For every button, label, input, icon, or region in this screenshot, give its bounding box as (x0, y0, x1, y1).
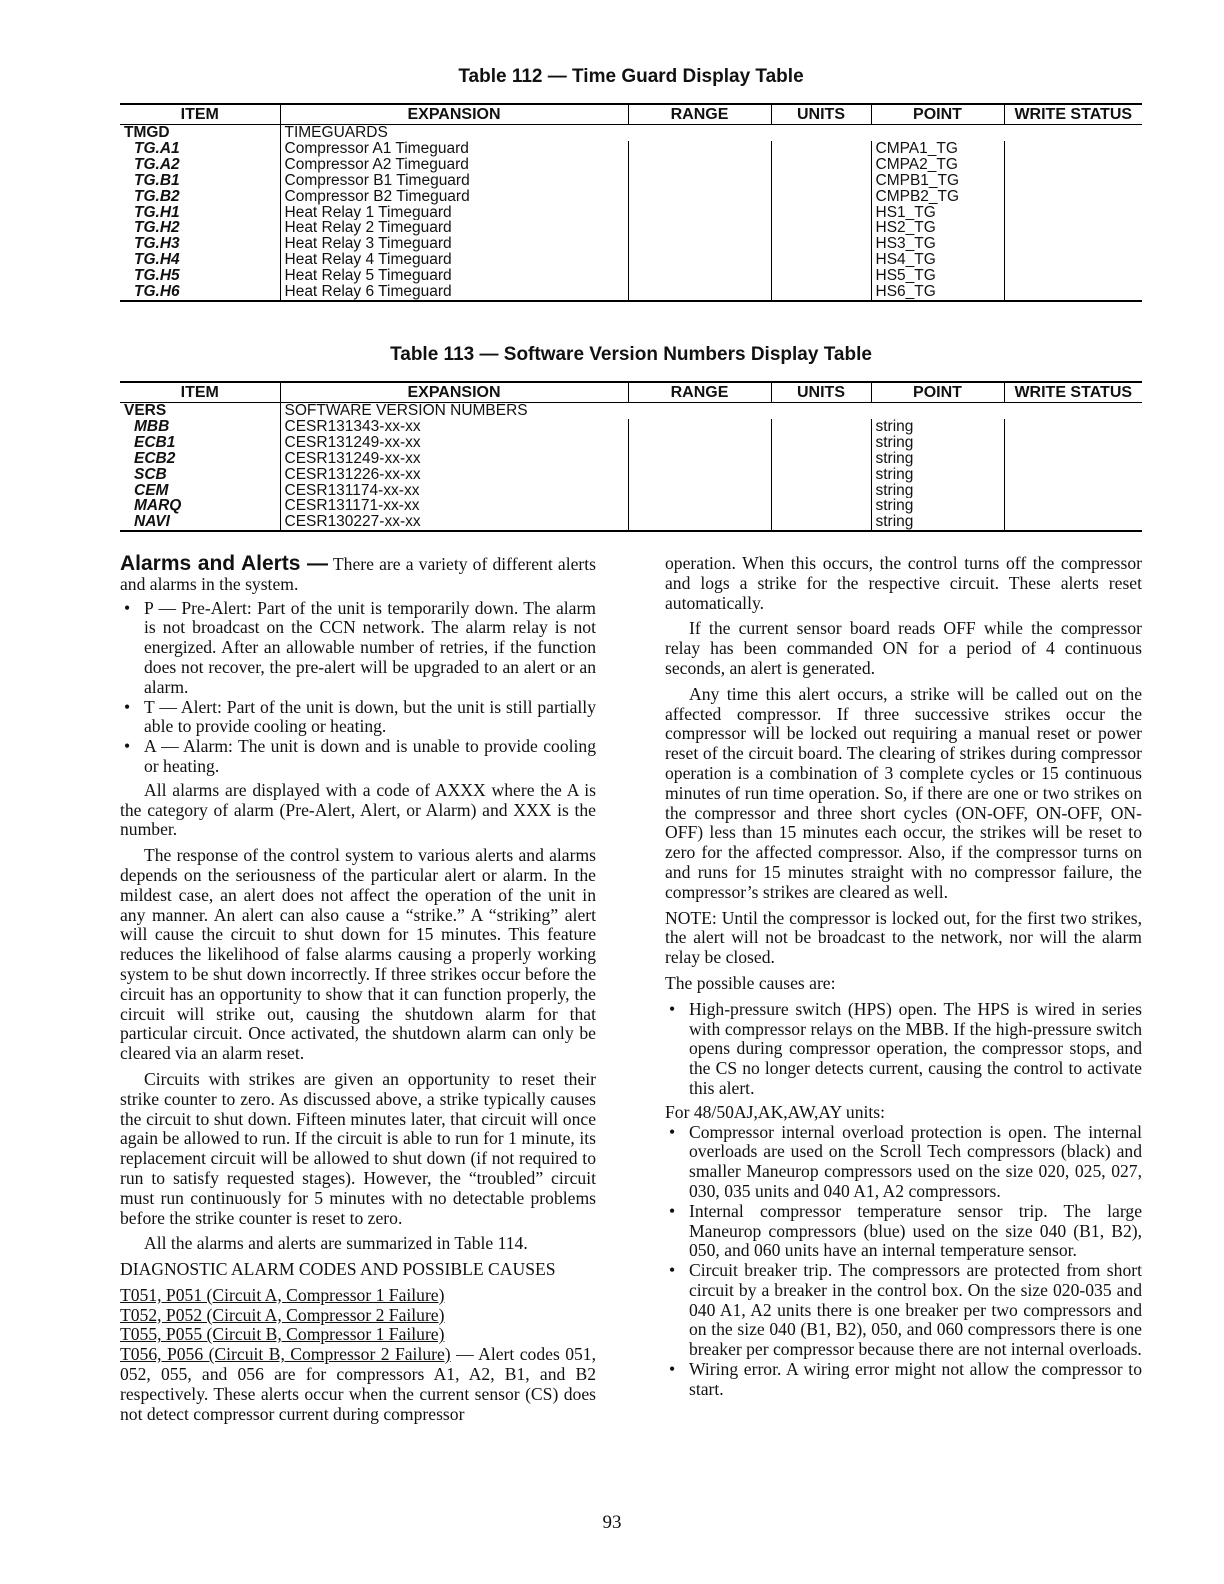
table-113 (120, 381, 1142, 532)
table-row (120, 498, 1142, 514)
row-expansion: CESR131174-xx-xx (280, 483, 628, 499)
row-item: MBB (134, 418, 170, 435)
group-item: TMGD (124, 124, 170, 141)
row-item: TG.H6 (120, 284, 280, 301)
col-header-expansion: EXPANSION (280, 382, 628, 403)
row-item: TG.A1 (134, 140, 180, 157)
row-range (628, 173, 771, 189)
list-item: • Internal compressor temperature sensor trip. The large Maneurop compressors (blue) used on the size 040 (B1, B2), 050, and 060 units have an internal temperature sensor. (665, 1202, 1142, 1261)
col-header-item: ITEM (120, 382, 280, 403)
row-range (628, 435, 771, 451)
note-paragraph: NOTE: Until the compressor is locked out, for the first two strikes, the alert will not be broadcast to the network, nor will the alarm relay be closed. (665, 907, 1142, 968)
col-header-units: UNITS (771, 382, 871, 403)
row-expansion: Heat Relay 5 Timeguard (280, 268, 628, 284)
table-112-caption: Table 112 — Time Guard Display Table (458, 66, 804, 87)
row-expansion: CESR130227-xx-xx (280, 514, 628, 531)
alarm-category-list (120, 599, 596, 777)
row-item: TG.H4 (134, 252, 180, 269)
row-range (628, 483, 771, 499)
row-point: string (871, 467, 1004, 483)
row-expansion: CESR131249-xx-xx (280, 451, 628, 467)
group-expansion: SOFTWARE VERSION NUMBERS (280, 403, 628, 419)
row-range (628, 419, 771, 435)
row-expansion: Heat Relay 6 Timeguard (280, 284, 628, 301)
row-point: CMPB1_TG (871, 173, 1004, 189)
row-point: HS5_TG (871, 268, 1004, 284)
row-expansion: Heat Relay 2 Timeguard (280, 220, 628, 236)
row-range (628, 189, 771, 205)
table-row (120, 483, 1142, 499)
row-item: TG.H1 (134, 204, 180, 221)
paragraph: operation. When this occurs, the control turns off the compressor and logs a strike for the respective circuit. These alerts reset automatically. (665, 553, 1142, 613)
row-item: TG.H5 (134, 268, 180, 285)
row-range (628, 236, 771, 252)
row-write-status (1004, 451, 1142, 467)
table-row (120, 268, 1142, 284)
row-item: TG.H2 (134, 220, 180, 237)
row-item: MARQ (134, 498, 182, 515)
row-item: ECB1 (134, 434, 176, 451)
row-point: string (871, 435, 1004, 451)
col-header-units: UNITS (771, 104, 871, 125)
col-header-range: RANGE (628, 382, 771, 403)
row-point: HS6_TG (871, 284, 1004, 301)
row-expansion: CESR131343-xx-xx (280, 419, 628, 435)
row-range (628, 284, 771, 301)
row-point: string (871, 419, 1004, 435)
table-row (120, 514, 1142, 531)
row-expansion: Compressor A1 Timeguard (280, 141, 628, 157)
col-header-item: ITEM (120, 104, 280, 125)
row-units (771, 252, 871, 268)
row-units (771, 141, 871, 157)
table-112 (120, 103, 1142, 302)
paragraph: If the current sensor board reads OFF while the compressor relay has been commanded ON for a period of 4 continuous seconds, an alert is generated. (665, 618, 1142, 678)
table-group-row (120, 125, 1142, 141)
page-number: 93 (602, 1512, 622, 1533)
row-units (771, 268, 871, 284)
row-write-status (1004, 435, 1142, 451)
paragraph: Any time this alert occurs, a strike will be called out on the affected compressor. If three successive strikes occur the compressor will be locked out requiring a manual reset or power reset of the circuit board. The clearing of strikes during compressor operation is a combination of 3 complete cycles or 15 continuous minutes of run time operation. So, if there are one or two strikes on the compressor and three short cycles (ON-OFF, ON-OFF, ON-OFF) less than 15 minutes each occur, the strikes will be reset to zero for the affected compressor. Also, if the compressor turns on and runs for 15 minutes straight with no compressor failure, the compressor’s strikes are cleared as well. (665, 683, 1142, 902)
list-item: • High-pressure switch (HPS) open. The HPS is wired in series with compressor relays on the MBB. If the high-pressure switch opens during compressor operation, the compressor stops, and the CS no longer detects current, causing the control to activate this alert. (665, 1000, 1142, 1099)
diagnostic-section-heading: DIAGNOSTIC ALARM CODES AND POSSIBLE CAUSES (120, 1259, 556, 1280)
row-write-status (1004, 498, 1142, 514)
row-write-status (1004, 514, 1142, 531)
table-row (120, 467, 1142, 483)
causes-list (665, 1000, 1142, 1099)
col-header-write-status: WRITE STATUS (1004, 104, 1142, 125)
paragraph: The possible causes are: (665, 972, 836, 993)
row-units (771, 498, 871, 514)
paragraph: All alarms are displayed with a code of AXXX where the A is the category of alarm (Pre-Alert, Alert, or Alarm) and XXX is the number. (120, 779, 596, 840)
row-units (771, 451, 871, 467)
row-expansion: Heat Relay 4 Timeguard (280, 252, 628, 268)
row-item: ECB2 (134, 450, 176, 467)
table-row (120, 205, 1142, 221)
row-point: string (871, 514, 1004, 531)
alarm-code-heading: T051, P051 (Circuit A, Compressor 1 Failure) (120, 1284, 445, 1305)
row-expansion: Compressor B2 Timeguard (280, 189, 628, 205)
row-range (628, 205, 771, 221)
row-units (771, 220, 871, 236)
col-header-expansion: EXPANSION (280, 104, 628, 125)
col-header-write-status: WRITE STATUS (1004, 382, 1142, 403)
table-row (120, 189, 1142, 205)
row-point: CMPA1_TG (871, 141, 1004, 157)
row-write-status (1004, 220, 1142, 236)
row-write-status (1004, 205, 1142, 221)
row-item: TG.A2 (134, 156, 180, 173)
row-range (628, 514, 771, 531)
group-item: VERS (124, 402, 167, 419)
row-units (771, 236, 871, 252)
row-item: TG.B2 (134, 188, 180, 205)
col-header-point: POINT (871, 104, 1004, 125)
table-row (120, 236, 1142, 252)
row-item: SCB (134, 466, 167, 483)
table-row (120, 419, 1142, 435)
alarm-code-heading: T052, P052 (Circuit A, Compressor 2 Failure) (120, 1304, 445, 1325)
row-expansion: CESR131171-xx-xx (280, 498, 628, 514)
row-write-status (1004, 467, 1142, 483)
row-units (771, 514, 871, 531)
table-row (120, 157, 1142, 173)
col-header-range: RANGE (628, 104, 771, 125)
table-row (120, 435, 1142, 451)
row-expansion: CESR131249-xx-xx (280, 435, 628, 451)
row-write-status (1004, 157, 1142, 173)
alarms-intro (120, 554, 596, 595)
list-item: • P — Pre-Alert: Part of the unit is temporarily down. The alarm is not broadcast on the CCN network. The alarm relay is not energized. After an allowable number of retries, if the function does not recover, the pre-alert will be upgraded to an alert or an alarm. (120, 599, 596, 698)
row-item: CEM (134, 482, 169, 499)
row-point: string (871, 483, 1004, 499)
alarm-code-heading: T055, P055 (Circuit B, Compressor 1 Failure) (120, 1324, 445, 1345)
list-item: • T — Alert: Part of the unit is down, but the unit is still partially able to provide cooling or heating. (120, 698, 596, 738)
row-expansion: Heat Relay 1 Timeguard (280, 205, 628, 221)
table-group-row (120, 403, 1142, 419)
alarm-code-heading: T056, P056 (Circuit B, Compressor 2 Failure) — Alert codes 051, 052, 055, and 056 are for compressors A1, A2, B1, and B2 respectively. These alerts occur when the current sensor (CS) does not detect compressor current during compressor (120, 1344, 597, 1424)
list-item: • A — Alarm: The unit is down and is unable to provide cooling or heating. (120, 737, 596, 777)
alarms-intro-text: There are a variety of different alerts and alarms in the system. (120, 554, 596, 594)
row-units (771, 157, 871, 173)
table-113-caption: Table 113 — Software Version Numbers Display Table (390, 344, 872, 365)
table-header-row (120, 104, 1142, 125)
table-row (120, 284, 1142, 301)
row-write-status (1004, 419, 1142, 435)
units-intro: For 48/50AJ,AK,AW,AY units: (665, 1101, 886, 1122)
row-range (628, 498, 771, 514)
left-column (120, 554, 596, 1424)
list-item: • Wiring error. A wiring error might not allow the compressor to start. (665, 1360, 1142, 1400)
row-item: TG.B1 (134, 172, 180, 189)
row-expansion: Compressor A2 Timeguard (280, 157, 628, 173)
table-header-row (120, 382, 1142, 403)
row-write-status (1004, 284, 1142, 301)
row-point: HS3_TG (871, 236, 1004, 252)
row-point: string (871, 498, 1004, 514)
table-row (120, 252, 1142, 268)
row-point: string (871, 451, 1004, 467)
paragraph: The response of the control system to various alerts and alarms depends on the seriousness of the particular alert or alarm. In the mildest case, an alert does not affect the operation of the unit in any manner. An alert can also cause a “strike.” A “striking” alert will cause the circuit to shut down for 15 minutes. This feature reduces the likelihood of false alarms causing a properly working system to be shut down incorrectly. If three strikes occur before the circuit has an opportunity to show that it can function properly, the circuit will strike out, causing the shutdown alarm for that particular circuit. Once activated, the shutdown alarm can only be cleared via an alarm reset. (120, 845, 596, 1064)
list-item: • Circuit breaker trip. The compressors are protected from short circuit by a breaker in the control box. On the size 020-035 and 040 A1, A2 units there is one breaker per two compressors and on the size 040 (B1, B2), 050, and 060 compressors there is one breaker per compressor because there are not internal overloads. (665, 1261, 1142, 1360)
row-range (628, 220, 771, 236)
row-range (628, 268, 771, 284)
causes-list-units (665, 1123, 1142, 1400)
row-units (771, 173, 871, 189)
row-point: HS2_TG (871, 220, 1004, 236)
row-expansion: Compressor B1 Timeguard (280, 173, 628, 189)
paragraph: Circuits with strikes are given an opportunity to reset their strike counter to zero. As discussed above, a strike typically causes the circuit to shut down. Fifteen minutes later, that circuit will once again be allowed to run. If the circuit is able to run for 1 minute, its replacement circuit will be allowed to shut down (if not required to run to satisfy requested stages). However, the “troubled” circuit must run continuously for 5 minutes with no detectable problems before the strike counter is reset to zero. (120, 1068, 596, 1228)
list-item: • Compressor internal overload protection is open. The internal overloads are used on the Scroll Tech compressors (black) and smaller Maneurop compressors used on the size 020, 025, 027, 030, 035 units and 040 A1, A2 compressors. (665, 1123, 1142, 1202)
row-write-status (1004, 252, 1142, 268)
row-point: CMPB2_TG (871, 189, 1004, 205)
row-units (771, 435, 871, 451)
row-write-status (1004, 236, 1142, 252)
table-row (120, 173, 1142, 189)
row-write-status (1004, 268, 1142, 284)
row-range (628, 252, 771, 268)
row-units (771, 205, 871, 221)
paragraph: All the alarms and alerts are summarized in Table 114. (144, 1233, 528, 1254)
row-item: NAVI (120, 514, 280, 531)
row-range (628, 141, 771, 157)
col-header-point: POINT (871, 382, 1004, 403)
row-expansion: CESR131226-xx-xx (280, 467, 628, 483)
row-units (771, 284, 871, 301)
row-expansion: Heat Relay 3 Timeguard (280, 236, 628, 252)
row-units (771, 419, 871, 435)
row-write-status (1004, 483, 1142, 499)
group-expansion: TIMEGUARDS (280, 125, 628, 141)
row-write-status (1004, 173, 1142, 189)
row-write-status (1004, 141, 1142, 157)
row-write-status (1004, 189, 1142, 205)
row-point: CMPA2_TG (871, 157, 1004, 173)
row-units (771, 189, 871, 205)
row-item: TG.H3 (134, 236, 180, 253)
row-range (628, 157, 771, 173)
row-point: HS4_TG (871, 252, 1004, 268)
row-range (628, 451, 771, 467)
right-column (665, 554, 1142, 1404)
section-heading-alarms-alerts: Alarms and Alerts — (120, 552, 329, 575)
table-row (120, 451, 1142, 467)
row-point: HS1_TG (871, 205, 1004, 221)
table-row (120, 220, 1142, 236)
table-row (120, 141, 1142, 157)
row-range (628, 467, 771, 483)
row-units (771, 483, 871, 499)
row-units (771, 467, 871, 483)
alarm-code-description: — Alert codes 051, 052, 055, and 056 are for compressors A1, A2, B1, and B2 respectively. These alerts occur when the current sensor (CS) does not detect compressor current during compressor (120, 1344, 597, 1424)
